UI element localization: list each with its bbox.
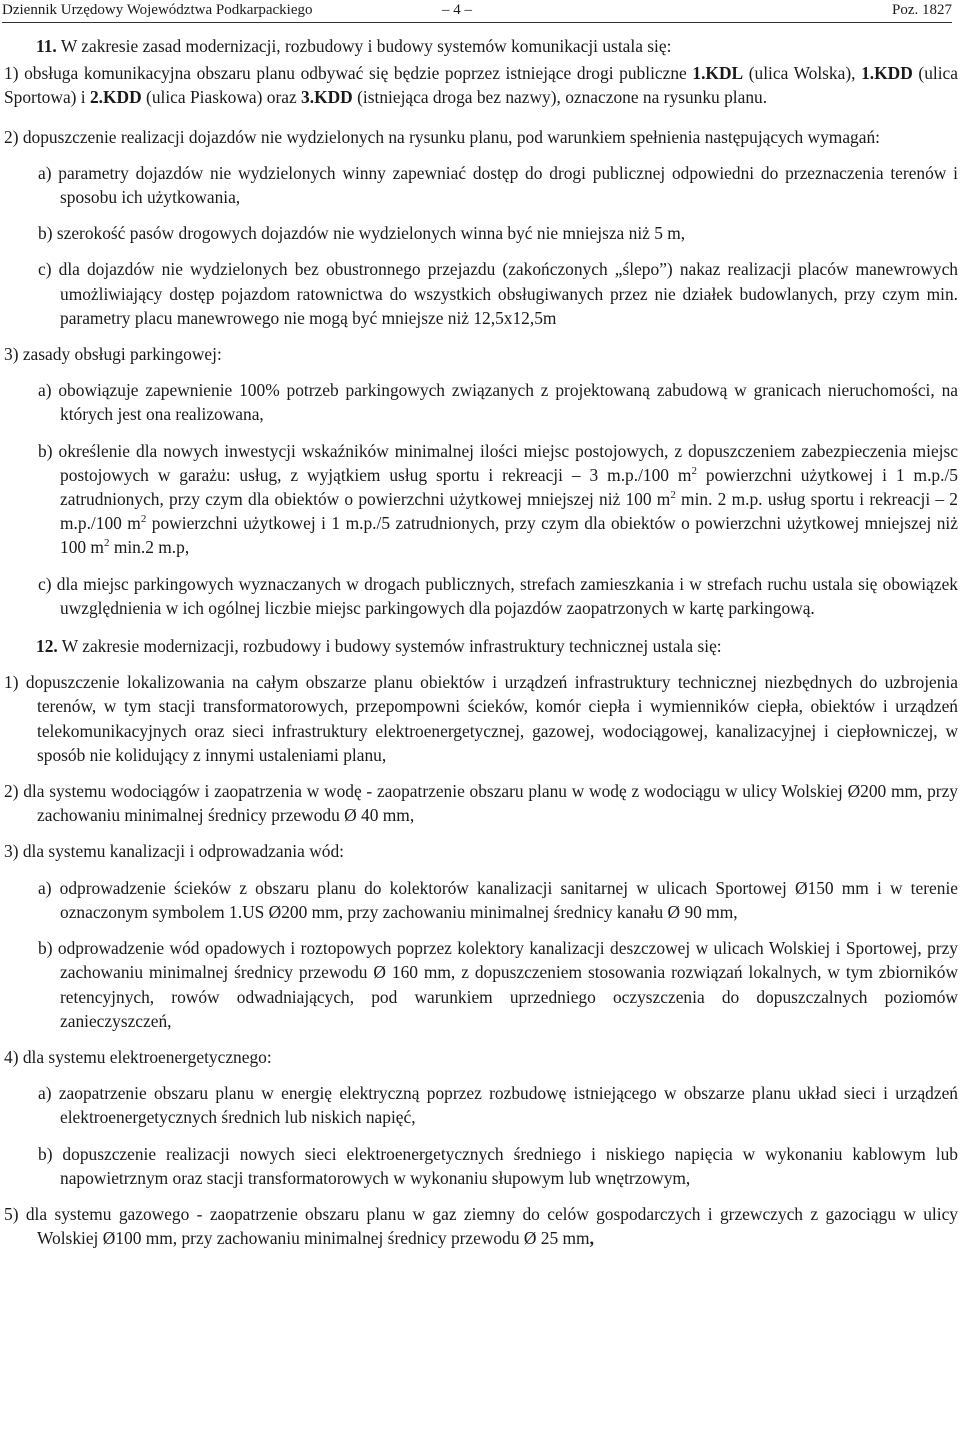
s11-item-3c: c) dla miejsc parkingowych wyznaczanych w drogach publicznych, strefach zamieszkania i w strefach ruchu ustala się obowiązek uwzględnienia w ich ogólnej liczbie miejsc parkingowych dla pojazdów zaopatrzonych w kartę parkingową. [38, 573, 958, 618]
s11-item-3: 3) zasady obsługi parkingowej: [4, 344, 222, 365]
s12-item-1: 1) dopuszczenie lokalizowania na całym obszarze planu obiektów i urządzeń infrastruktury technicznej niezbędnych do uzbrojenia terenów, w tym stacji transformatorowych, przepompowni ścieków, komór ciepła i wymienników ciepła, obiektów i urządzeń telekomunikacyjnych oraz sieci infrastruktury elektroenergetycznej, gazowej, wodociągowej, kanalizacyjnej i ciepłowniczej, w sposób nie kolidujący z innymi ustaleniami planu, [4, 672, 958, 765]
s11-item-3a: a) obowiązuje zapewnienie 100% potrzeb parkingowych związanych z projektowaną zabudową w granicach nieruchomości, na których jest ona realizowana, [38, 380, 958, 425]
s11-item-2b: b) szerokość pasów drogowych dojazdów nie wydzielonych winna być nie mniejsza niż 5 m, [38, 223, 686, 244]
document-body [4, 34, 958, 1250]
s11-item-2c: c) dla dojazdów nie wydzielonych bez obustronnego przejazdu (zakończonych „ślepo”) nakaz realizacji placów manewrowych umożliwiający dostęp pojazdom ratownictwa do wszystkich obsługiwanych przez nie działek budowlanych, przy czym min. parametry placu manewrowego nie mogą być mniejsze niż 12,5x12,5m [38, 259, 958, 328]
s12-item-2: 2) dla systemu wodociągów i zaopatrzenia w wodę - zaopatrzenie obszaru planu w wodę z wodociągu w ulicy Wolskiej Ø200 mm, przy zachowaniu minimalnej średnicy przewodu Ø 40 mm, [4, 781, 958, 826]
position-number: Poz. 1827 [892, 2, 952, 18]
section-12-heading [4, 634, 958, 658]
s11-item-2: 2) dopuszczenie realizacji dojazdów nie wydzielonych na rysunku planu, pod warunkiem spełnienia następujących wymagań: [4, 126, 880, 147]
section-11-intro: W zakresie zasad modernizacji, rozbudowy i budowy systemów komunikacji ustala się: [56, 36, 672, 56]
section-12-number: 12. [36, 636, 58, 657]
page-header [2, 0, 952, 23]
s11-item-2a: a) parametry dojazdów nie wydzielonych winny zapewniać dostęp do drogi publicznej odpowiedni do przeznaczenia terenów i sposobu ich użytkowania, [38, 162, 958, 208]
s11-item-3b: b) określenie dla nowych inwestycji wskaźników minimalnej ilości miejsc postojowych, z dopuszczeniem zabezpieczenia miejsc postojowych w garażu: usług, z wyjątkiem usług sportu i rekreacji – 3 m.p./100 $m^2$ powierzchni użytkowej i 1 m.p./5 zatrudnionych, przy czym dla obiektów o powierzchni użytkowej mniejszej niż 100 $m^2$ min. 2 m.p. usług sportu i rekreacji – 2 m.p./100 $m^2$ powierzchni użytkowej i 1 m.p./5 zatrudnionych, przy czym dla obiektów o powierzchni użytkowej mniejszej niż 100 $m^2$ min.2 m.p, [38, 440, 958, 558]
page-number: – 4 – [442, 2, 472, 18]
s12-item-3b: b) odprowadzenie wód opadowych i roztopowych poprzez kolektory kanalizacji deszczowej w ulicach Wolskiej i Sportowej, przy zachowaniu minimalnej średnicy przewodu Ø 160 mm, z dopuszczeniem stosowania rozwiązań lokalnych, w tym zbiorników retencyjnych, rowów odwadniających, pod warunkiem uprzedniego oczyszczenia do dopuszczalnych poziomów zanieczyszczeń, [38, 938, 958, 1031]
section-11-heading [4, 34, 958, 58]
s12-item-4b: b) dopuszczenie realizacji nowych sieci elektroenergetycznych średniego i niskiego napięcia w wykonaniu kablowym lub napowietrznym oraz stacji transformatorowych w wykonaniu słupowym lub wnętrzowym, [38, 1143, 958, 1188]
s12-item-4a: a) zaopatrzenie obszaru planu w energię elektryczną poprzez rozbudowę istniejącego w obszarze planu układ sieci i urządzeń elektroenergetycznych średnich lub niskich napięć, [38, 1083, 958, 1128]
s12-item-4: 4) dla systemu elektroenergetycznego: [4, 1046, 272, 1067]
section-12-intro: W zakresie modernizacji, rozbudowy i budowy systemów infrastruktury technicznej ustala się: [57, 636, 722, 657]
s12-item-5: 5) dla systemu gazowego - zaopatrzenie obszaru planu w gaz ziemny do celów gospodarczych i grzewczych z gazociągu w ulicy Wolskiej Ø100 mm, przy zachowaniu minimalnej średnicy przewodu Ø 25 mm, [4, 1203, 958, 1249]
journal-title: Dziennik Urzędowy Województwa Podkarpackiego [2, 2, 313, 18]
s12-item-3: 3) dla systemu kanalizacji i odprowadzania wód: [4, 841, 344, 862]
section-11-number: 11. [36, 36, 57, 56]
s12-item-3a: a) odprowadzenie ścieków z obszaru planu do kolektorów kanalizacji sanitarnej w ulicach Sportowej Ø150 mm i w terenie oznaczonym symbolem 1.US Ø200 mm, przy zachowaniu minimalnej średnicy kanału Ø 90 mm, [38, 877, 958, 922]
s11-item-1: 1) obsługa komunikacyjna obszaru planu odbywać się będzie poprzez istniejące drogi publiczne 1.KDL (ulica Wolska), 1.KDD (ulica Sportowa) i 2.KDD (ulica Piaskowa) oraz 3.KDD (istniejąca droga bez nazwy), oznaczone na rysunku planu. [4, 63, 958, 108]
